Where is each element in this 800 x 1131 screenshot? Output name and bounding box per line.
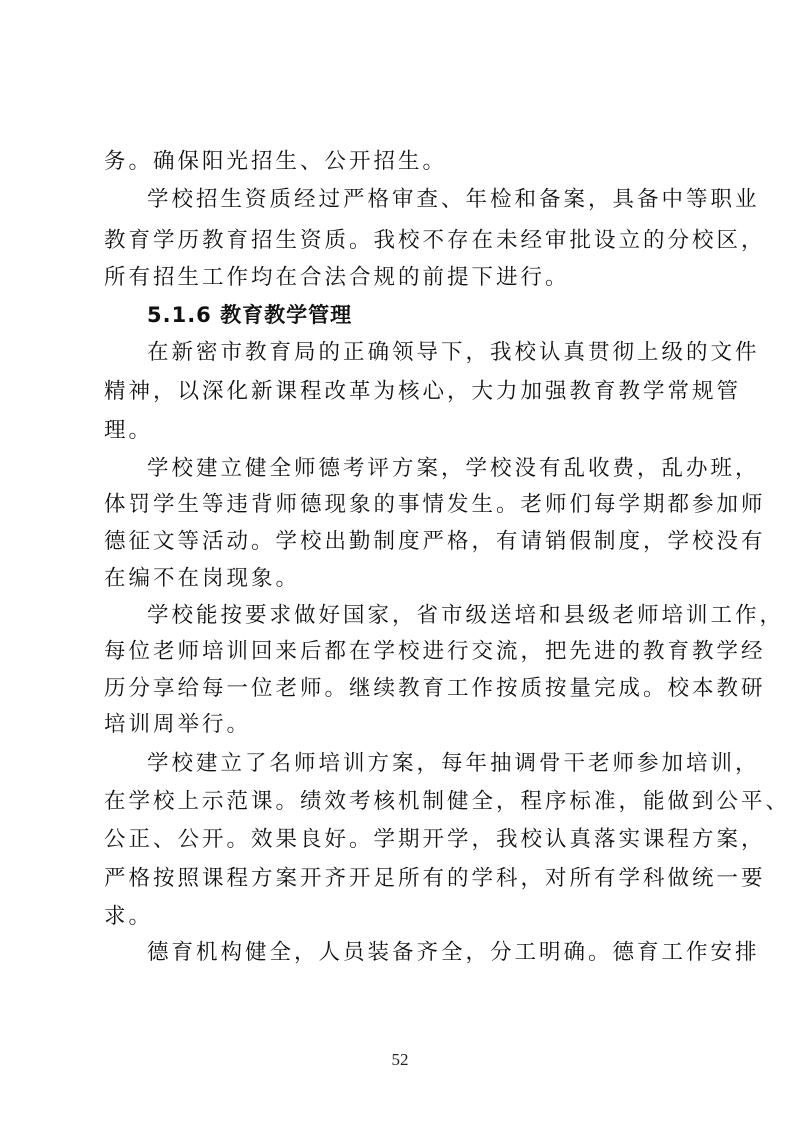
body-text-line: 所有招生工作均在合法合规的前提下进行。 xyxy=(104,265,570,290)
body-text-line: 学校招生资质经过严格审查、年检和备案，具备中等职业 xyxy=(147,187,760,212)
body-text-line: 德征文等活动。学校出勤制度严格，有请销假制度，学校没有 xyxy=(104,529,766,554)
body-text-line: 学校建立健全师德考评方案，学校没有乱收费，乱办班， xyxy=(147,456,760,481)
body-text-line: 德育机构健全，人员装备齐全，分工明确。德育工作安排 xyxy=(147,940,760,965)
page-number: 52 xyxy=(391,1050,409,1069)
body-text-line: 培训周举行。 xyxy=(104,712,252,737)
body-text-line: 体罚学生等违背师德现象的事情发生。老师们每学期都参加师 xyxy=(104,492,766,517)
body-text-line: 在编不在岗现象。 xyxy=(104,566,301,591)
body-text-line: 公正、公开。效果良好。学期开学，我校认真落实课程方案， xyxy=(104,827,766,852)
body-text-line: 教育学历教育招生资质。我校不存在未经审批设立的分校区， xyxy=(104,228,766,253)
body-text-line: 在新密市教育局的正确领导下，我校认真贯彻上级的文件 xyxy=(147,340,760,365)
body-text-line: 学校建立了名师培训方案，每年抽调骨干老师参加培训， xyxy=(147,751,760,776)
section-heading: 5.1.6 教育教学管理 xyxy=(147,303,353,327)
body-text-line: 学校能按要求做好国家，省市级送培和县级老师培训工作， xyxy=(147,603,785,628)
body-text-line: 理。 xyxy=(104,418,154,443)
body-text-line: 严格按照课程方案开齐开足所有的学科，对所有学科做统一要 xyxy=(104,866,766,891)
body-text-line: 历分享给每一位老师。继续教育工作按质按量完成。校本教研 xyxy=(104,676,766,701)
body-text-line: 求。 xyxy=(104,904,154,929)
body-text-line: 在学校上示范课。绩效考核机制健全，程序标准，能做到公平、 xyxy=(104,789,791,814)
body-text-line: 务。确保阳光招生、公开招生。 xyxy=(104,149,448,174)
body-text-line: 精神，以深化新课程改革为核心，大力加强教育教学常规管 xyxy=(104,379,742,404)
body-text-line: 每位老师培训回来后都在学校进行交流，把先进的教育教学经 xyxy=(104,639,766,664)
